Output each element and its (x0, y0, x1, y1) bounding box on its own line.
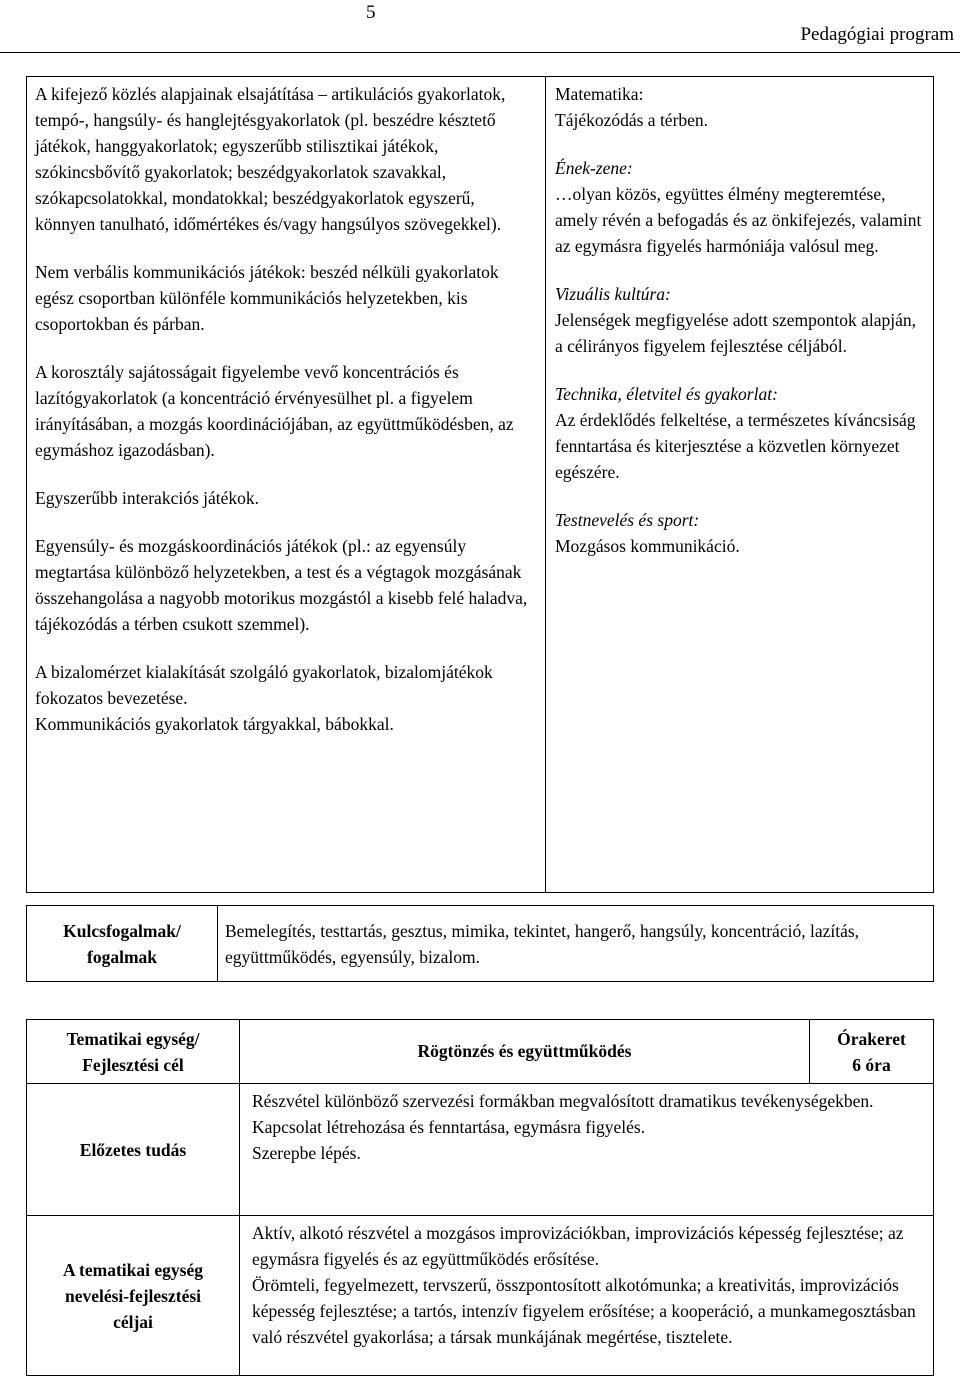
thematic-unit-table (26, 1019, 934, 1376)
page-number: 5 (366, 2, 376, 23)
activity-line: A bizalomérzet kialakítását szolgáló gyakorlatok, bizalomjátékok fokozatos bevezetése. (35, 662, 493, 708)
key-concepts-label (27, 906, 218, 982)
key-concepts-label-line: fogalmak (87, 946, 157, 967)
connection-subject: Matematika: (555, 84, 644, 104)
connection-text: Az érdeklődés felkeltése, a természetes kíváncsiság fenntartása és kiterjesztése a közvetlen környezet egészére. (555, 410, 916, 482)
activities-column (27, 77, 546, 893)
activity-paragraph: A korosztály sajátosságait figyelembe vevő koncentrációs és lazítógyakorlatok (a koncentráció érvényesülhet pl. a figyelem irányításában, a mozgás koordinációjában, az együttműködésben, az egymáshoz igazodásban). (35, 362, 514, 460)
connection-subject: Testnevelés és sport: (555, 510, 700, 530)
hours-value: 6 óra (852, 1054, 891, 1075)
connection-item (555, 381, 925, 485)
activity-line: Kommunikációs gyakorlatok tárgyakkal, bábokkal. (35, 714, 394, 734)
key-concepts-label-line: Kulcsfogalmak/ (63, 920, 181, 941)
unit-hours (810, 1020, 934, 1084)
unit-label (27, 1020, 240, 1084)
connections-column (546, 77, 934, 893)
connection-item (555, 507, 925, 559)
goals-line: Aktív, alkotó részvétel a mozgásos improvizációkban, improvizációs képesség fejlesztése; az egymásra figyelés és az együttműködés erősítése. (252, 1223, 904, 1269)
goals-line: Örömteli, fegyelmezett, tervszerű, összpontosított alkotómunka; a kreativitás, improvizációs képesség fejlesztése; a tartós, intenzív figyelem erősítése; a kooperáció, a munkamegosztásban való részvétel gyakorlása; a társak munkájának megértése, tisztelete. (252, 1275, 916, 1347)
connection-subject: Technika, életvitel és gyakorlat: (555, 384, 778, 404)
connection-text: …olyan közös, együttes élmény megteremtése, amely révén a befogadás és az önkifejezés, valamint az egymásra figyelés harmóniája valósul meg. (555, 184, 922, 256)
goals-label (27, 1216, 240, 1376)
header-title: Pedagógiai program (800, 24, 954, 45)
header-rule (0, 52, 960, 53)
key-concepts-table (26, 905, 934, 982)
connection-text: Mozgásos kommunikáció. (555, 536, 740, 556)
activity-paragraph: Egyszerűbb interakciós játékok. (35, 488, 260, 508)
activities-table (26, 76, 934, 893)
unit-label-line: Fejlesztési cél (82, 1054, 184, 1075)
prior-knowledge-line: Szerepbe lépés. (252, 1143, 361, 1163)
prior-knowledge-label: Előzetes tudás (27, 1084, 240, 1216)
connection-item (555, 81, 925, 133)
activity-paragraph: Egyensúly- és mozgáskoordinációs játékok (pl.: az egyensúly megtartása különböző helyzetekben, a test és a végtagok mozgásának összehangolása a nagyobb motorikus mozgástól a kisebb felé haladva, tájékozódás a térben csukott szemmel). (35, 536, 528, 634)
goals-text (240, 1216, 934, 1376)
connection-subject: Ének-zene: (555, 158, 633, 178)
connection-text: Tájékozódás a térben. (555, 110, 709, 130)
goals-label-line: nevelési-fejlesztési (64, 1285, 202, 1306)
goals-label-line: A tematikai egység (63, 1259, 203, 1280)
unit-title: Rögtönzés és együttműködés (240, 1020, 810, 1084)
connection-text: Jelenségek megfigyelése adott szempontok alapján, a célirányos figyelem fejlesztése céljából. (555, 310, 917, 356)
prior-knowledge-line: Kapcsolat létrehozása és fenntartása, egymásra figyelés. (252, 1117, 646, 1137)
activity-paragraph: Nem verbális kommunikációs játékok: beszéd nélküli gyakorlatok egész csoportban különféle kommunikációs helyzetekben, kis csoportokban és párban. (35, 262, 499, 334)
connection-item (555, 155, 925, 259)
goals-label-line: céljai (113, 1311, 153, 1332)
activity-paragraph: A kifejező közlés alapjainak elsajátítása – artikulációs gyakorlatok, tempó-, hangsúly- és hanglejtésgyakorlatok (pl. beszédre késztető játékok, hanggyakorlatok; egyszerűbb stilisztikai játékok, szókincsbővítő gyakorlatok; beszédgyakorlatok szavakkal, szókapcsolatokkal, mondatokkal; beszédgyakorlatok egyszerű, könnyen tanulható, időmértékes és/vagy hangsúlyos szövegekkel). (35, 84, 506, 234)
prior-knowledge-text (240, 1084, 934, 1216)
connection-item (555, 281, 925, 359)
prior-knowledge-line: Részvétel különböző szervezési formákban megvalósított dramatikus tevékenységekben. (252, 1091, 874, 1111)
activity-paragraph (35, 659, 537, 737)
connection-subject: Vizuális kultúra: (555, 284, 671, 304)
unit-label-line: Tematikai egység/ (66, 1028, 200, 1049)
key-concepts-text: Bemelegítés, testtartás, gesztus, mimika, tekintet, hangerő, hangsúly, koncentráció, lazítás, együttműködés, egyensúly, bizalom. (218, 906, 934, 982)
hours-label: Órakeret (837, 1028, 906, 1049)
